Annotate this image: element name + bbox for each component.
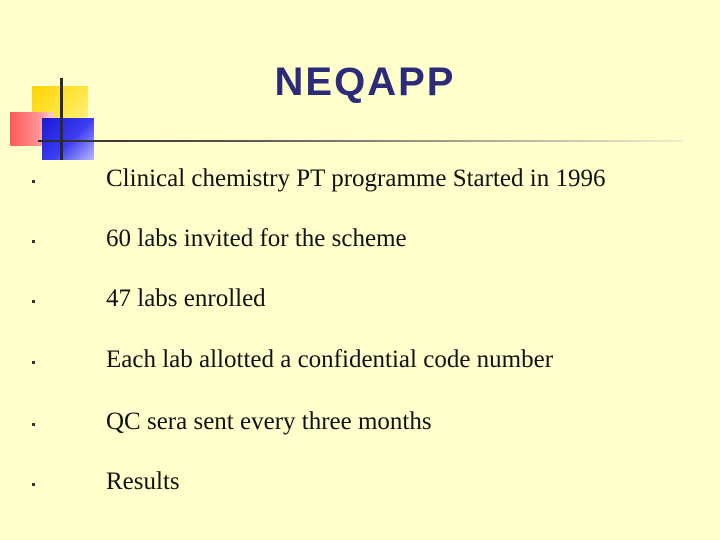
bullet-icon	[32, 361, 35, 364]
bullet-icon	[32, 483, 35, 486]
bullet-item	[0, 403, 720, 443]
bullet-icon	[32, 300, 35, 303]
bullet-icon	[32, 180, 35, 183]
bullet-text: Each lab allotted a confidential code number	[106, 346, 554, 373]
bullet-text: 60 labs invited for the scheme	[106, 225, 407, 252]
bullet-item	[0, 160, 720, 200]
title-divider	[38, 140, 682, 142]
bullet-text: Clinical chemistry PT programme Started in 1996	[106, 165, 606, 192]
bullet-item	[0, 280, 720, 320]
bullet-icon	[32, 423, 35, 426]
bullet-item	[0, 341, 720, 381]
bullet-text: 47 labs enrolled	[106, 285, 266, 312]
bullet-item	[0, 463, 720, 503]
bullet-icon	[32, 240, 35, 243]
logo-blue-square	[42, 118, 94, 160]
logo-vertical-line	[60, 78, 63, 160]
bullet-text: Results	[106, 468, 180, 495]
slide-title: NEQAPP	[274, 60, 456, 104]
bullet-text: QC sera sent every three months	[106, 408, 432, 435]
bullet-item	[0, 220, 720, 260]
